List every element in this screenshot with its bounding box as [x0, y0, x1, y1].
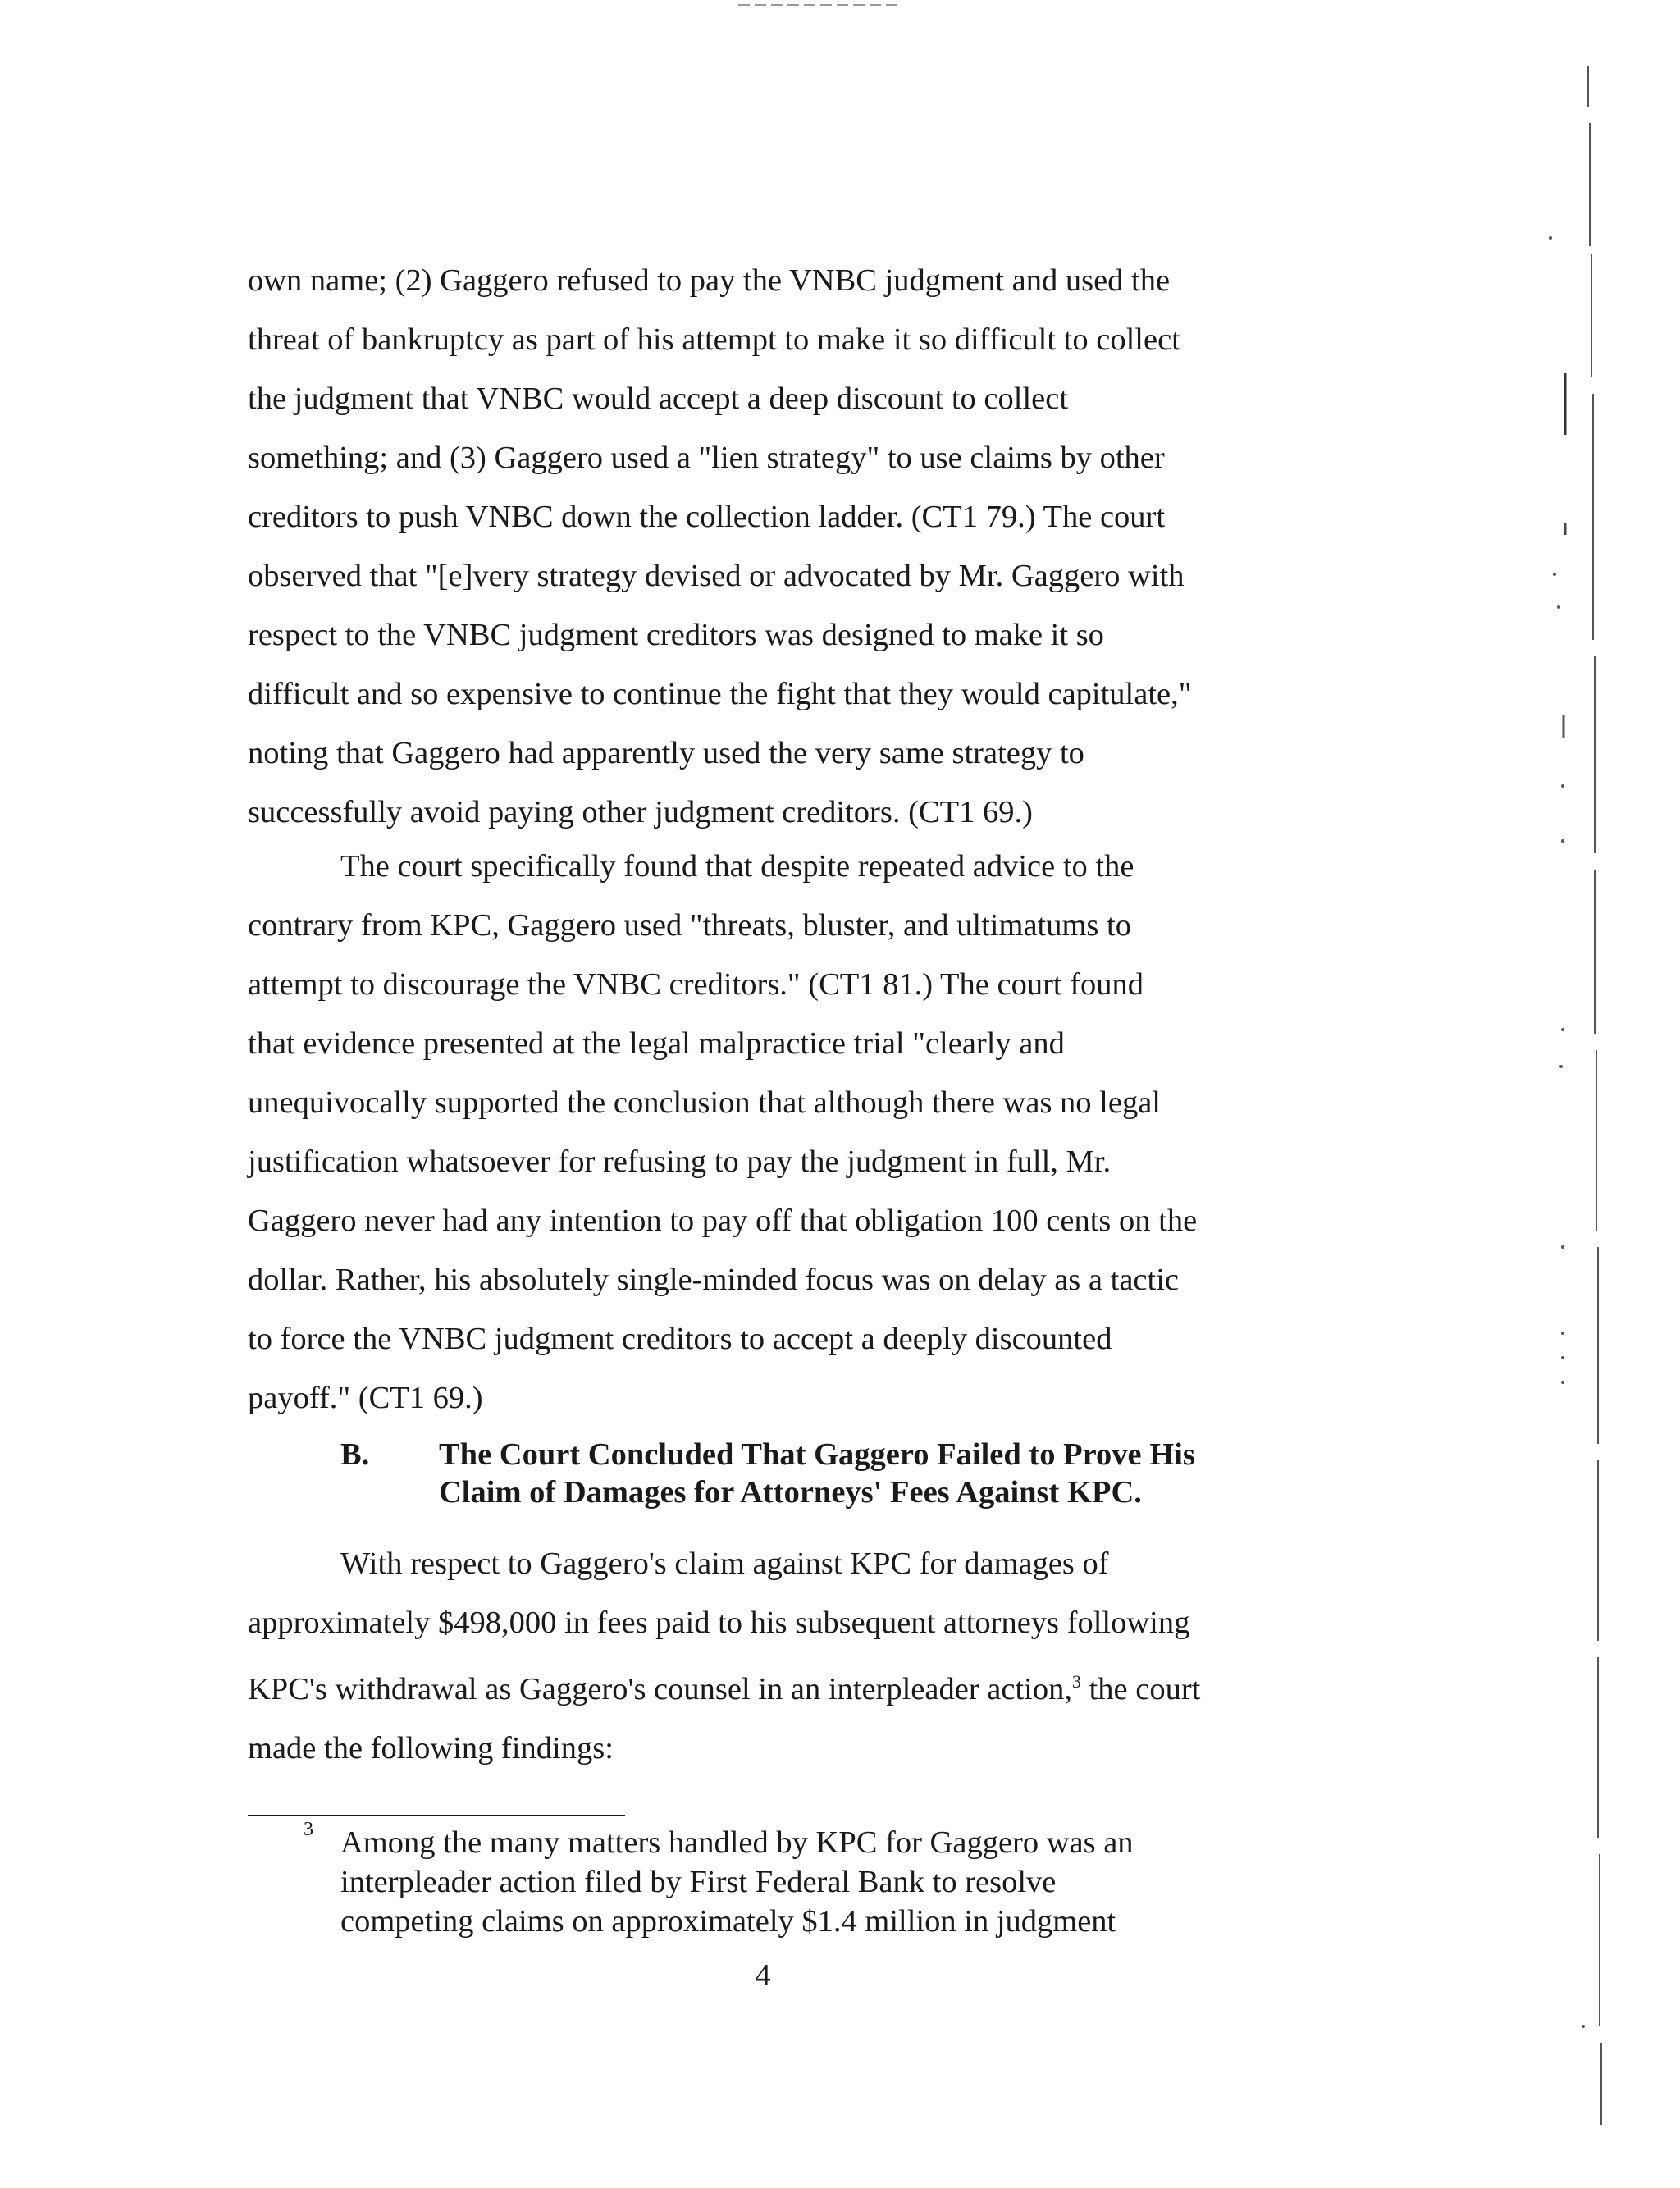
heading-line: The Court Concluded That Gaggero Failed to Prove His: [439, 1437, 1195, 1472]
scan-mark: [1549, 236, 1585, 2028]
footnote-line: competing claims on approximately $1.4 million in judgment: [340, 1904, 1116, 1939]
section-label: B.: [340, 1437, 370, 1472]
footnote-line: Among the many matters handled by KPC for Gaggero was an: [340, 1825, 1134, 1860]
paragraph-attorneys-fees: [248, 1534, 1314, 1778]
text-line: unequivocally supported the conclusion that although there was no legal: [248, 1085, 1162, 1120]
paragraph-continuation: [248, 251, 1314, 842]
text-line: dollar. Rather, his absolutely single-minded focus was on delay as a tactic: [248, 1263, 1179, 1297]
text-line: difficult and so expensive to continue the fight that they would capitulate,": [248, 677, 1192, 711]
text-line: contrary from KPC, Gaggero used "threats, bluster, and ultimatums to: [248, 908, 1131, 943]
footnote-reference[interactable]: 3: [1071, 1671, 1081, 1692]
scan-mark: [1588, 66, 1601, 2125]
text-line: noting that Gaggero had apparently used the very same strategy to: [248, 736, 1084, 770]
text-line: Gaggero never had any intention to pay off that obligation 100 cents on the: [248, 1204, 1198, 1238]
page-number: 4: [755, 1958, 771, 1993]
text-line-with-footnote: [248, 1652, 1314, 1719]
text-line: own name; (2) Gaggero refused to pay the VNBC judgment and used the: [248, 263, 1171, 298]
text-segment: the court: [1080, 1672, 1201, 1706]
text-line: threat of bankruptcy as part of his attempt to make it so difficult to collect: [248, 322, 1180, 357]
text-line: something; and (3) Gaggero used a "lien strategy" to use claims by other: [248, 441, 1165, 475]
text-line: that evidence presented at the legal malpractice trial "clearly and: [248, 1026, 1065, 1061]
text-line: attempt to discourage the VNBC creditors." (CT1 81.) The court found: [248, 967, 1144, 1002]
text-line: successfully avoid paying other judgment creditors. (CT1 69.): [248, 795, 1033, 829]
footnote-divider: [248, 1815, 625, 1816]
paragraph-court-findings: [248, 837, 1314, 1427]
heading-line: Claim of Damages for Attorneys' Fees Against KPC.: [439, 1475, 1142, 1510]
text-line: The court specifically found that despite repeated advice to the: [340, 849, 1134, 884]
text-line: made the following findings:: [248, 1731, 614, 1765]
text-line: With respect to Gaggero's claim against KPC for damages of: [340, 1546, 1109, 1581]
text-segment: KPC's withdrawal as Gaggero's counsel in an interpleader action,: [248, 1672, 1072, 1706]
footnote-line: interpleader action filed by First Federal Bank to resolve: [340, 1865, 1057, 1899]
text-line: observed that "[e]very strategy devised or advocated by Mr. Gaggero with: [248, 559, 1185, 593]
text-line: the judgment that VNBC would accept a deep discount to collect: [248, 381, 1069, 416]
section-heading: [340, 1436, 1308, 1511]
text-line: payoff." (CT1 69.): [248, 1381, 483, 1415]
text-line: approximately $498,000 in fees paid to his subsequent attorneys following: [248, 1606, 1190, 1640]
footnote: [304, 1819, 1329, 1941]
text-line: respect to the VNBC judgment creditors was designed to make it so: [248, 618, 1104, 652]
text-line: creditors to push VNBC down the collection ladder. (CT1 79.) The court: [248, 500, 1166, 534]
text-line: to force the VNBC judgment creditors to accept a deeply discounted: [248, 1322, 1112, 1356]
text-line: justification whatsoever for refusing to pay the judgment in full, Mr.: [248, 1144, 1112, 1179]
footnote-mark: 3: [304, 1819, 313, 1840]
